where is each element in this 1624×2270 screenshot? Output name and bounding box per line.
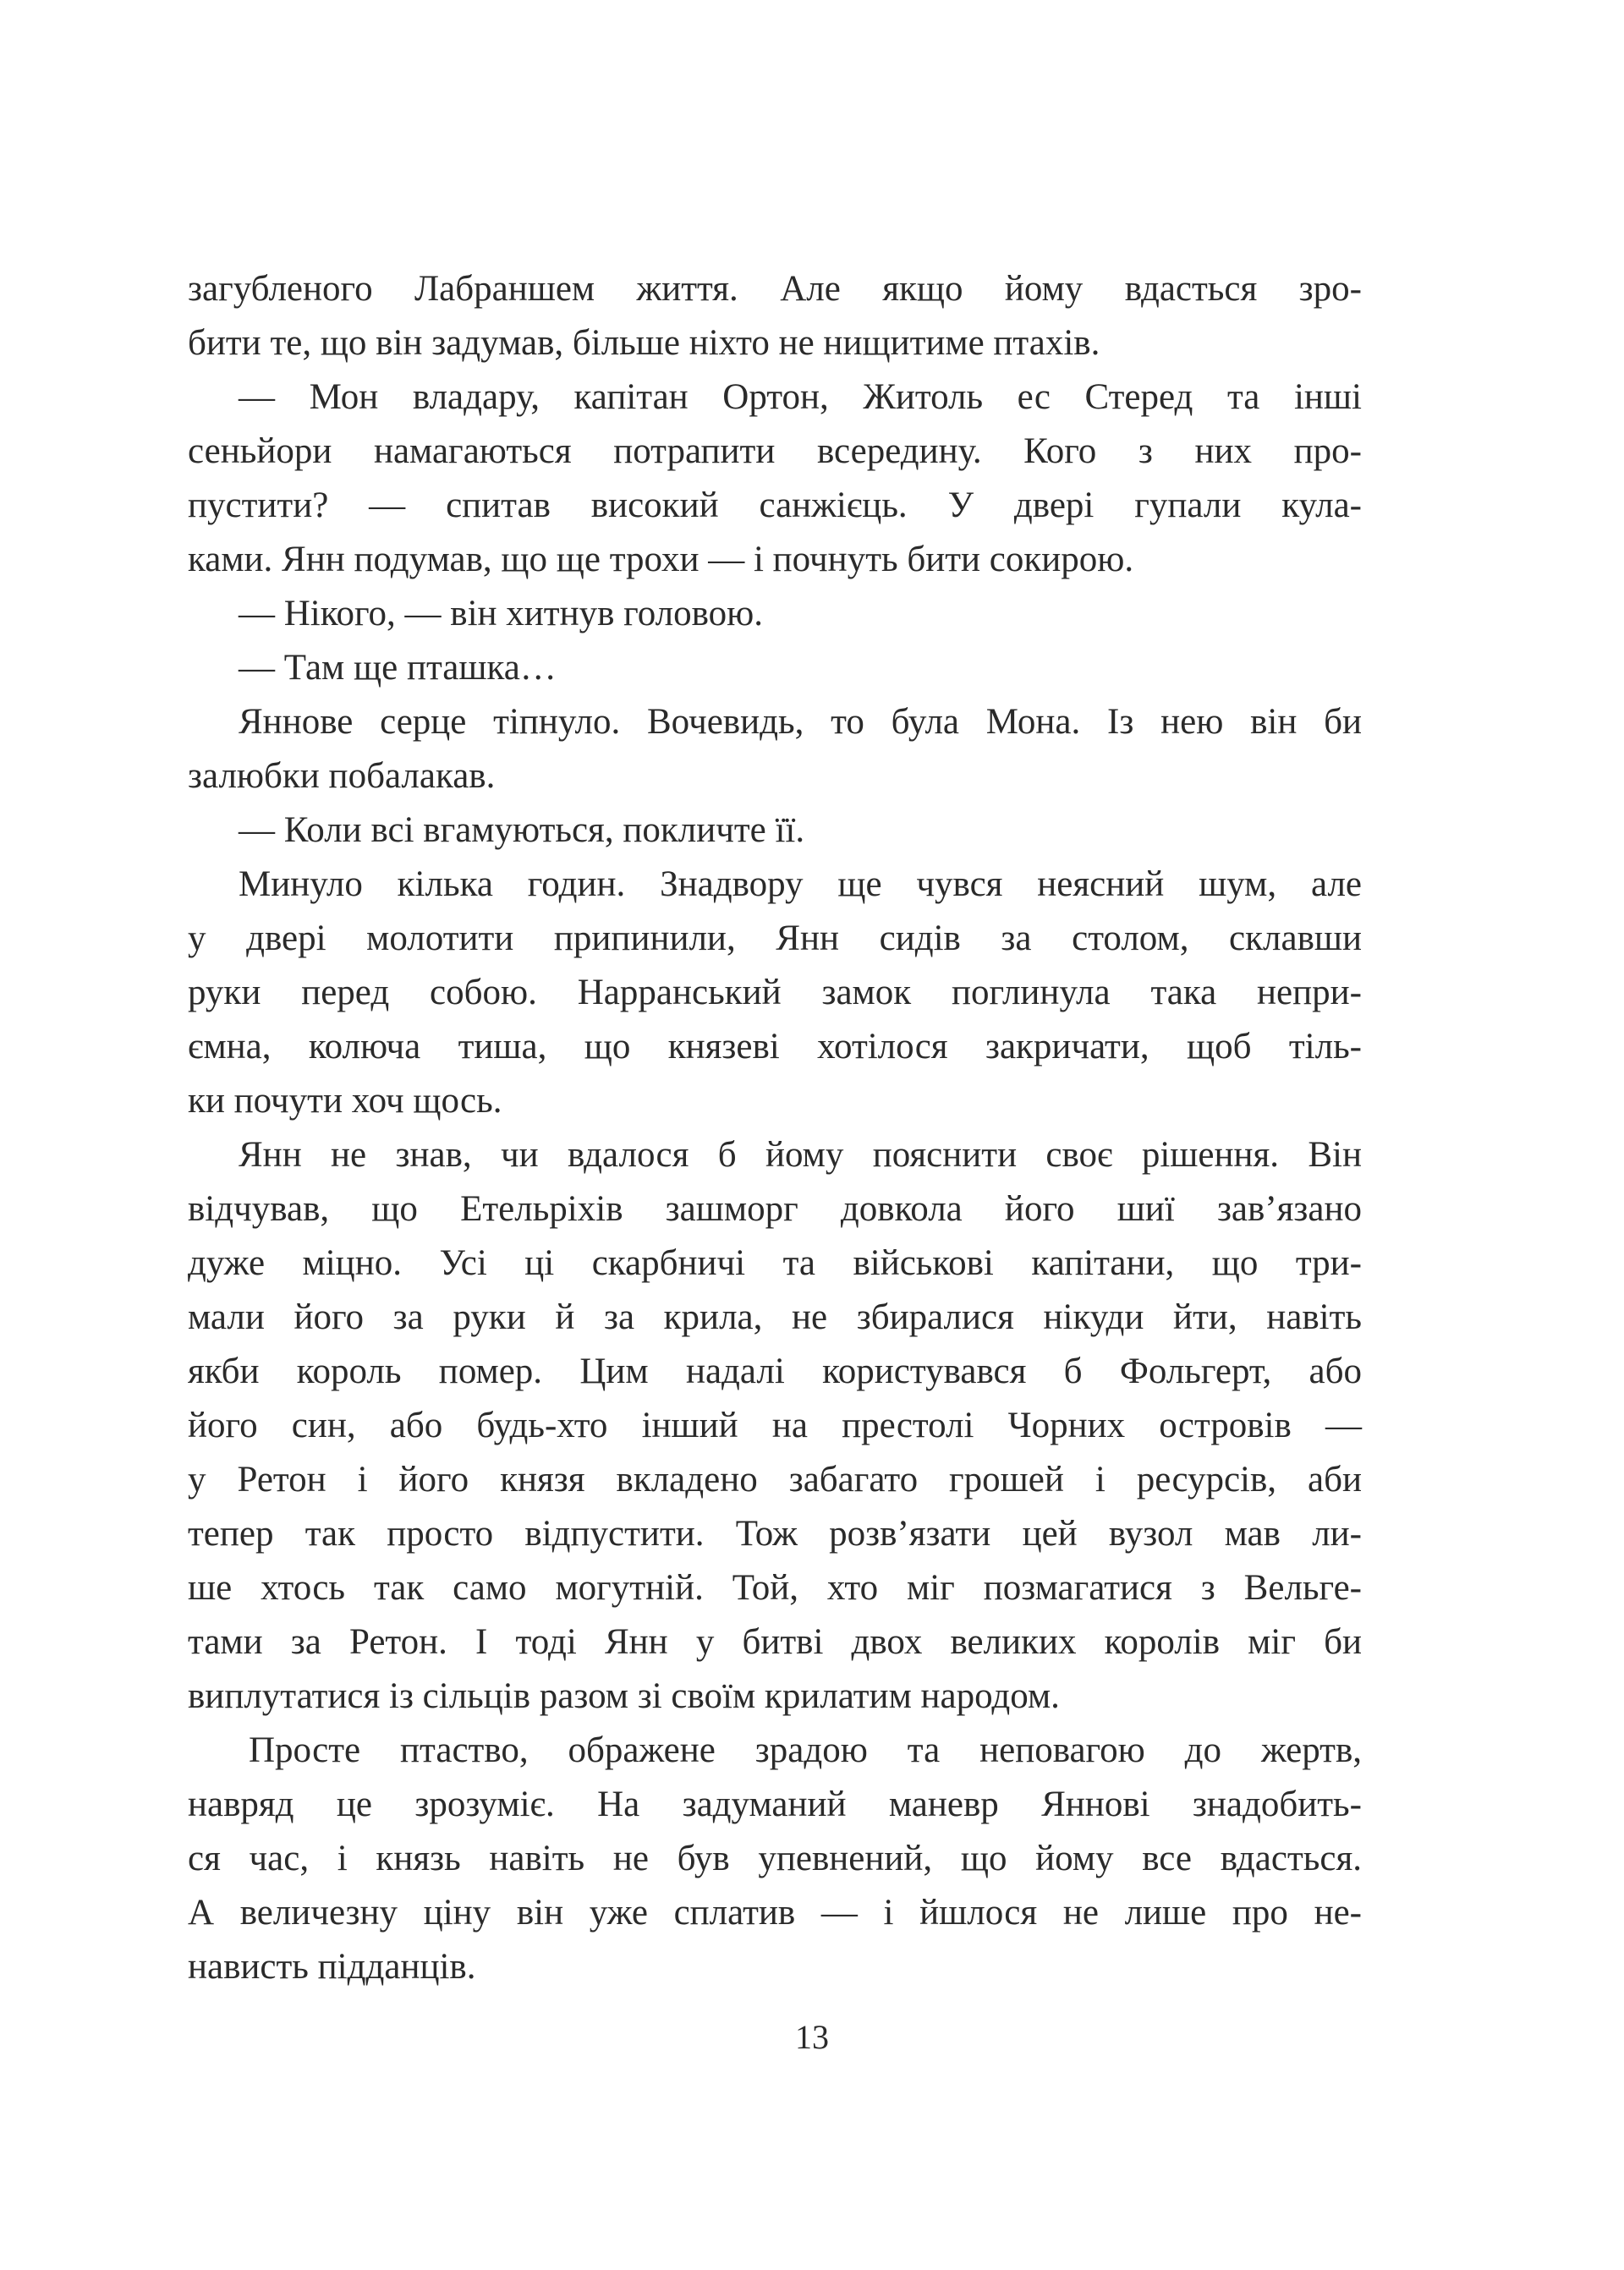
text-line: — Там ще пташка… xyxy=(239,648,557,688)
text-line: Янн не знав, чи вдалося б йому пояснити своє рішення. Він xyxy=(239,1135,1362,1175)
text-line: сеньйори намагаються потрапити всередину. Кого з них про- xyxy=(188,431,1362,471)
text-line: ємна, колюча тиша, що князеві хотілося закричати, щоб тіль- xyxy=(188,1027,1362,1066)
text-line: руки перед собою. Нарранський замок поглинула така непри- xyxy=(188,973,1362,1012)
text-line: ками. Янн подумав, що ще трохи — і почнуть бити сокирою. xyxy=(188,540,1134,579)
text-line: якби король помер. Цим надалі користувався б Фольгерт, або xyxy=(188,1352,1362,1391)
text-line: тепер так просто відпустити. Тож розв’язати цей вузол мав ли- xyxy=(188,1514,1362,1554)
text-line: ки почути хоч щось. xyxy=(188,1081,502,1121)
text-line: залюбки побалакав. xyxy=(188,756,496,796)
page-number: 13 xyxy=(795,2018,829,2056)
text-line: у двері молотити припинили, Янн сидів за столом, склавши xyxy=(188,918,1362,958)
text-line: А величезну ціну він уже сплатив — і йшлося не лише про не- xyxy=(188,1893,1362,1933)
page-body-text xyxy=(188,262,1362,1994)
text-line: пустити? — спитав високий санжієць. У двері гупали кула- xyxy=(188,485,1362,525)
text-line: — Коли всі вгамуються, покличте її. xyxy=(239,810,805,850)
text-line: загубленого Лабраншем життя. Але якщо йому вдасться зро- xyxy=(188,269,1362,309)
text-line: бити те, що він задумав, більше ніхто не нищитиме птахів. xyxy=(188,323,1100,363)
text-line: його син, або будь-хто інший на престолі Чорних островів — xyxy=(188,1406,1362,1445)
text-line: у Ретон і його князя вкладено забагато грошей і ресурсів, аби xyxy=(188,1460,1362,1500)
text-line: Минуло кілька годин. Знадвору ще чувся неясний шум, але xyxy=(239,864,1362,904)
text-line: ше хтось так само могутній. Той, хто міг позмагатися з Вельге- xyxy=(188,1568,1362,1608)
text-line: навряд це зрозуміє. На задуманий маневр Яннові знадобить- xyxy=(188,1785,1362,1824)
text-line: тами за Ретон. І тоді Янн у битві двох великих королів міг би xyxy=(188,1622,1362,1662)
text-line: Просте птаство, ображене зрадою та неповагою до жертв, xyxy=(249,1730,1362,1770)
text-line: нависть підданців. xyxy=(188,1947,476,1987)
text-line: дуже міцно. Усі ці скарбничі та військові капітани, що три- xyxy=(188,1243,1362,1283)
text-line: ся час, і князь навіть не був упевнений, що йому все вдасться. xyxy=(188,1839,1362,1878)
text-line: — Мон владару, капітан Ортон, Житоль ес Стеред та інші xyxy=(239,377,1362,417)
text-line: Яннове серце тіпнуло. Вочевидь, то була Мона. Із нею він би xyxy=(239,702,1362,742)
text-line: виплутатися із сільців разом зі своїм крилатим народом. xyxy=(188,1676,1060,1716)
text-line: відчував, що Етельріхів зашморг довкола його шиї зав’язано xyxy=(188,1189,1362,1229)
text-line: — Нікого, — він хитнув головою. xyxy=(239,594,763,633)
text-line: мали його за руки й за крила, не збиралися нікуди йти, навіть xyxy=(188,1297,1362,1337)
